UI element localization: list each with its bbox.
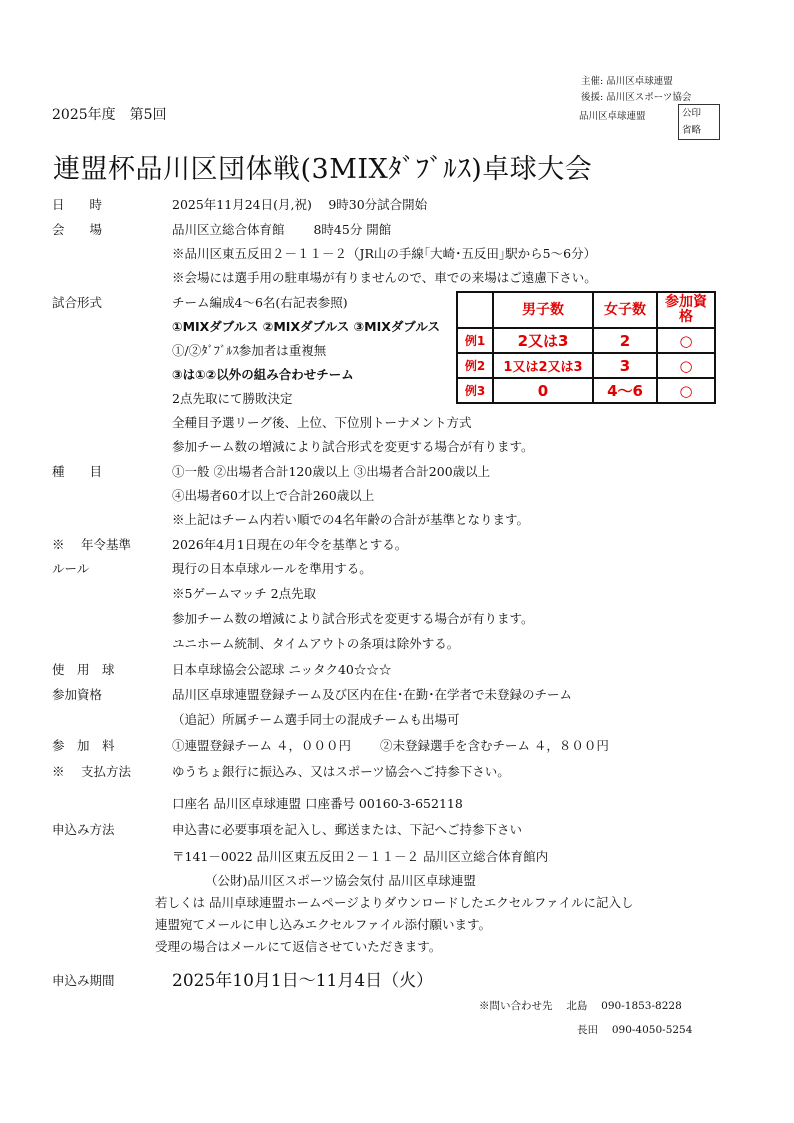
format-label: 試合形式 [52,295,103,310]
team-composition-table [456,291,716,404]
application-line: （公財)品川区スポーツ協会気付 品川区卓球連盟 [205,873,476,888]
events-label: 種 目 [52,464,103,479]
table-header-cell: 参加資格 [657,292,715,328]
date-value: 2025年11月24日(月,祝) 9時30分試合開始 [172,197,428,212]
period-label: 申込み期間 [52,973,115,988]
table-cell: 例3 [457,378,493,403]
rules-line: ユニホーム統制、タイムアウトの条項は除外する。 [172,636,460,651]
seal-omitted-box [678,104,720,140]
application-line: 〒141－0022 品川区東五反田２－１１－２ 品川区立総合体育館内 [172,849,549,864]
organizer-text: 主催: 品川区卓球連盟 [581,76,673,87]
rules-line: 参加チーム数の増減により試合形式を変更する場合が有ります。 [172,611,534,626]
rules-line: 現行の日本卓球ルールを準用する。 [172,561,372,576]
table-cell: 4～6 [593,378,657,403]
table-cell: 2又は3 [493,328,593,353]
issuer-text: 品川区卓球連盟 [579,111,646,122]
date-label: 日 時 [52,197,103,212]
format-line: 2点先取にて勝敗決定 [172,391,293,406]
table-header-cell [457,292,493,328]
age-basis-label: ※ 年令基準 [52,537,131,552]
fee-value: ①連盟登録チーム ４，０００円 ②未登録選手を含むチーム ４，８００円 [172,738,609,753]
rules-line: ※5ゲームマッチ 2点先取 [172,586,317,601]
format-line: ①/②ﾀﾞﾌﾞﾙｽ参加者は重複無 [172,343,327,358]
table-cell: 3 [593,353,657,378]
payment-line: ゆうちょ銀行に振込み、又はスポーツ協会へご持参下さい。 [172,764,510,779]
contact-line: 長田 090-4050-5254 [577,1024,693,1036]
format-line: 参加チーム数の増減により試合形式を変更する場合が有ります。 [172,439,534,454]
contact-line: ※問い合わせ先 北島 090-1853-8228 [479,1000,682,1012]
year-round: 2025年度 第5回 [52,107,167,123]
page-title: 連盟杯品川区団体戦(3MIXﾀﾞﾌﾞﾙｽ)卓球大会 [53,154,593,185]
rules-label: ルール [52,561,90,576]
table-cell: 例1 [457,328,493,353]
stamp-line-1: 公印 [682,108,702,119]
period-value: 2025年10月1日～11月4日（火） [172,971,434,991]
table-cell: 例2 [457,353,493,378]
ball-label: 使 用 球 [52,662,115,677]
table-header-row [457,292,715,328]
venue-label: 会 場 [52,222,103,237]
table-cell: ○ [657,353,715,378]
stamp-line-2: 省略 [682,125,702,136]
age-basis-value: 2026年4月1日現在の年令を基準とする。 [172,537,408,552]
format-line: ③は①②以外の組み合わせチーム [172,367,354,382]
format-line: チーム編成4～6名(右記表参照) [172,295,348,310]
application-label: 申込み方法 [52,822,115,837]
account-info: 口座名 品川区卓球連盟 口座番号 00160-3-652118 [172,796,463,811]
eligibility-line: 品川区卓球連盟登録チーム及び区内在住･在勤･在学者で未登録のチーム [172,687,573,702]
application-line: 若しくは 品川卓球連盟ホームページよりダウンロードしたエクセルファイルに記入し [155,895,634,910]
events-line: ※上記はチーム内若い順での4名年齢の合計が基準となります。 [172,512,529,527]
table-cell: ○ [657,328,715,353]
eligibility-label: 参加資格 [52,687,103,702]
events-line: ④出場者60才以上で合計260歳以上 [172,488,375,503]
application-line: 受理の場合はメールにて返信させていただきます。 [155,939,442,954]
table-header-cell: 男子数 [493,292,593,328]
table-header-cell: 女子数 [593,292,657,328]
fee-label: 参 加 料 [52,738,115,753]
format-line: 全種目予選リーグ後、上位、下位別トーナメント方式 [172,415,472,430]
table-cell: 2 [593,328,657,353]
table-cell: 0 [493,378,593,403]
table-cell: ○ [657,378,715,403]
table-row [457,328,715,353]
supporter-text: 後援: 品川区スポーツ協会 [581,92,692,103]
eligibility-line: （追記）所属チーム選手同士の混成チームも出場可 [172,712,460,727]
venue-line: ※会場には選手用の駐車場が有りませんので、車での来場はご遠慮下さい。 [172,270,597,285]
table-cell: 1又は2又は3 [493,353,593,378]
venue-line: ※品川区東五反田２－１１－２（JR山の手線｢大崎･五反田｣駅から5～6分） [172,246,597,261]
application-line: 連盟宛てメールに申し込みエクセルファイル添付願います。 [155,917,492,932]
table-row [457,378,715,403]
application-line: 申込書に必要事項を記入し、郵送または、下記へご持参下さい [172,822,523,837]
format-line: ①MIXダブルス ②MIXダブルス ③MIXダブルス [172,319,441,334]
venue-line: 品川区立総合体育館 8時45分 開館 [172,222,392,237]
events-line: ①一般 ②出場者合計120歳以上 ③出場者合計200歳以上 [172,464,491,479]
payment-label: ※ 支払方法 [52,764,131,779]
ball-value: 日本卓球協会公認球 ニッタク40☆☆☆ [172,662,392,677]
table-row [457,353,715,378]
